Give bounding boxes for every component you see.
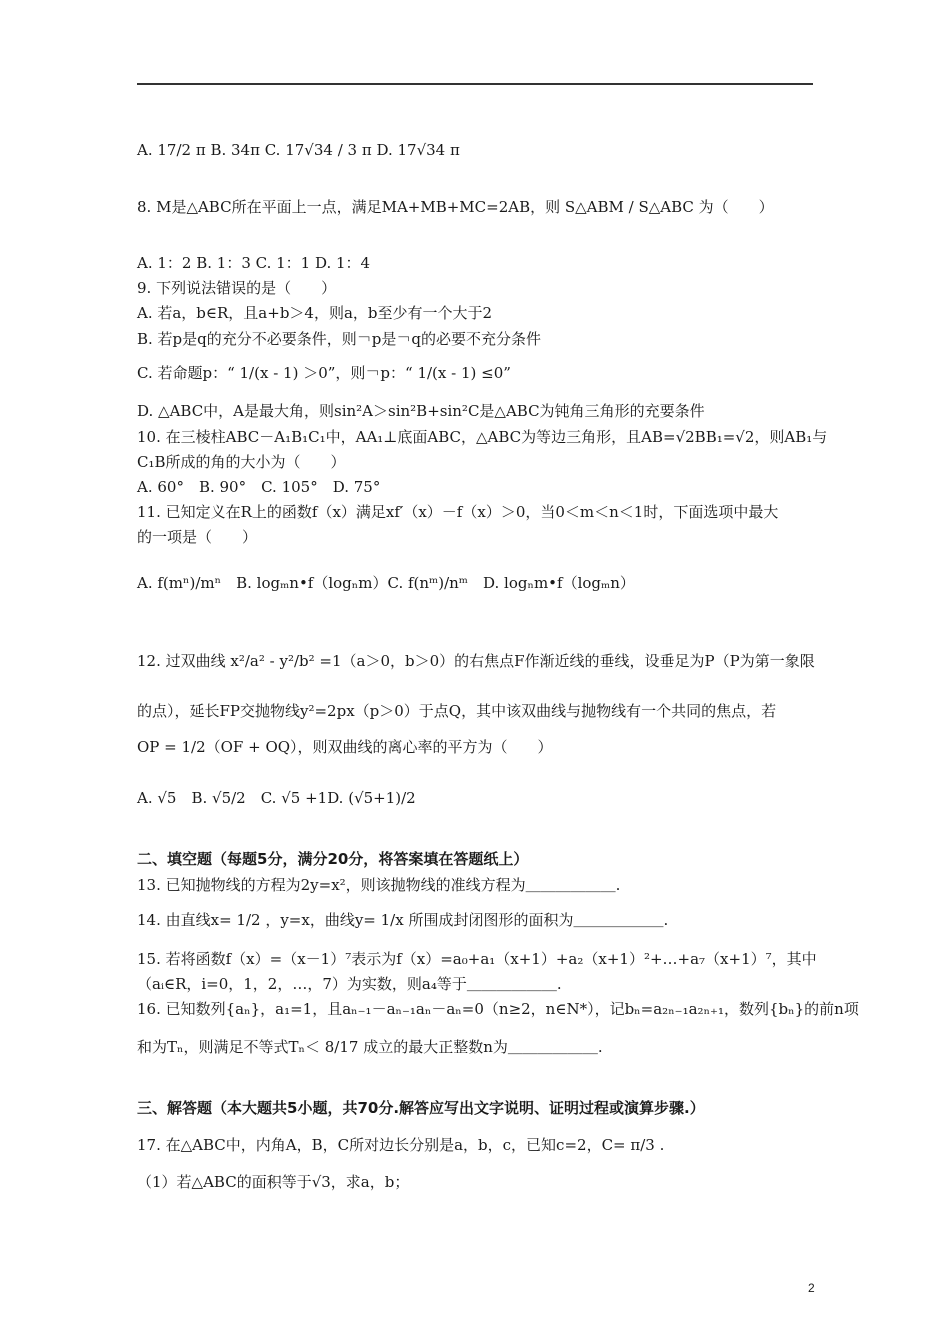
text-line: A. 1：2 B. 1：3 C. 1：1 D. 1：4: [137, 254, 371, 272]
text-line: 9. 下列说法错误的是（ ）: [137, 279, 337, 297]
text-line: 14. 由直线x= 1/2 ，y=x，曲线y= 1/x 所围成封闭图形的面积为＿＿＿＿＿＿.: [137, 911, 669, 929]
text-line: （1）若△ABC的面积等于√3，求a，b；: [137, 1173, 410, 1191]
text-line: OP = 1/2（OF + OQ），则双曲线的离心率的平方为（ ）: [137, 738, 553, 756]
text-line: （aᵢ∈R，i=0，1，2，…，7）为实数，则a₄等于＿＿＿＿＿＿.: [137, 975, 562, 993]
text-line: D. △ABC中，A是最大角，则sin²A＞sin²B+sin²C是△ABC为钝角三角形的充要条件: [137, 402, 705, 420]
text-line: A. √5 B. √5/2 C. √5 +1D. (√5+1)/2: [137, 789, 416, 807]
section-heading: 三、解答题（本大题共5小题，共70分.解答应写出文字说明、证明过程或演算步骤.）: [137, 1099, 705, 1117]
text-line: 16. 已知数列{aₙ}，a₁=1，且aₙ₋₁－aₙ₋₁aₙ－aₙ=0（n≥2，n∈N*），记bₙ=a₂ₙ₋₁a₂ₙ₊₁，数列{bₙ}的前n项: [137, 1000, 859, 1018]
text-line: 和为Tₙ，则满足不等式Tₙ＜ 8/17 成立的最大正整数n为＿＿＿＿＿＿.: [137, 1038, 603, 1056]
text-line: 13. 已知抛物线的方程为2y=x²，则该抛物线的准线方程为＿＿＿＿＿＿.: [137, 876, 621, 894]
text-line: A. f(mⁿ)/mⁿ B. logₘn•f（logₙm）C. f(nᵐ)/nᵐ D. logₙm•f（logₘn）: [137, 574, 635, 592]
text-line: A. 若a，b∈R，且a+b＞4，则a，b至少有一个大于2: [137, 304, 493, 322]
text-line: 17. 在△ABC中，内角A，B，C所对边长分别是a，b，c，已知c=2，C= π/3 .: [137, 1136, 665, 1154]
text-line: 12. 过双曲线 x²/a² - y²/b² =1（a＞0，b＞0）的右焦点F作渐近线的垂线，设垂足为P（P为第一象限: [137, 652, 815, 670]
text-line: 的点），延长FP交抛物线y²=2px（p＞0）于点Q，其中该双曲线与抛物线有一个共同的焦点，若: [137, 702, 777, 720]
header-rule: [137, 83, 813, 85]
text-line: B. 若p是q的充分不必要条件，则￢p是￢q的必要不充分条件: [137, 330, 541, 348]
text-line: 的一项是（ ）: [137, 528, 258, 546]
section-heading: 二、填空题（每题5分，满分20分，将答案填在答题纸上）: [137, 850, 529, 868]
text-line: C. 若命题p：“ 1/(x - 1) ＞0”，则￢p：“ 1/(x - 1) ≤0”: [137, 364, 511, 382]
page-number: 2: [808, 1281, 815, 1295]
text-line: 15. 若将函数f（x）=（x－1）⁷表示为f（x）=a₀+a₁（x+1）+a₂（x+1）²+…+a₇（x+1）⁷，其中: [137, 950, 817, 968]
text-line: 11. 已知定义在R上的函数f（x）满足xf′（x）－f（x）＞0，当0＜m＜n＜1时，下面选项中最大: [137, 503, 779, 521]
text-line: C₁B所成的角的大小为（ ）: [137, 453, 346, 471]
text-line: A. 17/2 π B. 34π C. 17√34 / 3 π D. 17√34 π: [137, 141, 460, 159]
text-line: 8. M是△ABC所在平面上一点，满足MA+MB+MC=2AB，则 S△ABM / S△ABC 为（ ）: [137, 198, 774, 216]
text-line: 10. 在三棱柱ABC－A₁B₁C₁中，AA₁⊥底面ABC，△ABC为等边三角形，且AB=√2BB₁=√2，则AB₁与: [137, 428, 828, 446]
text-line: A. 60° B. 90° C. 105° D. 75°: [137, 478, 381, 496]
